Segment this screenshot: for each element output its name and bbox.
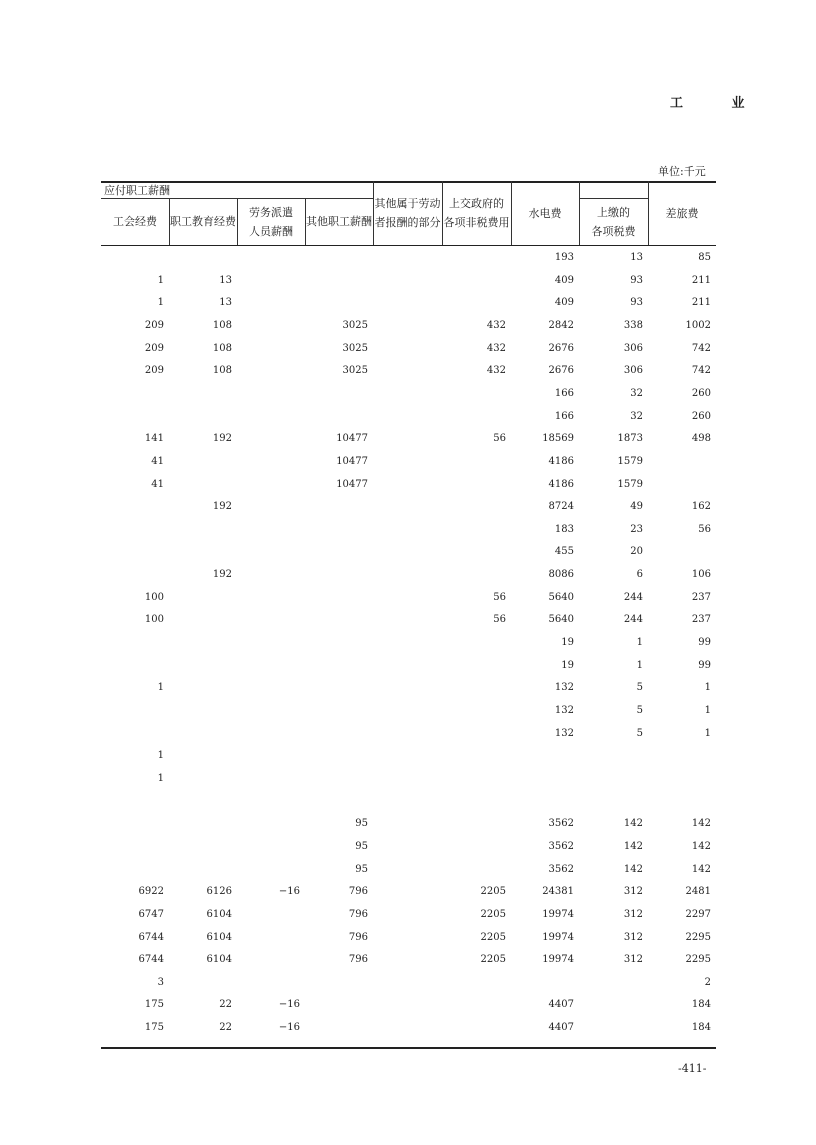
table-cell: 2295 bbox=[685, 954, 711, 966]
col-divider bbox=[442, 181, 443, 245]
table-cell: 2205 bbox=[480, 931, 506, 943]
table-cell: 41 bbox=[151, 455, 164, 467]
table-cell: 2297 bbox=[685, 908, 711, 920]
table-cell: 244 bbox=[623, 591, 643, 603]
table-cell: 19 bbox=[561, 659, 574, 671]
table-cell: 108 bbox=[212, 342, 232, 354]
table-cell: 409 bbox=[554, 297, 574, 309]
table-cell: −16 bbox=[278, 999, 300, 1011]
table-cell: 2295 bbox=[685, 931, 711, 943]
table-cell: 4407 bbox=[548, 1022, 574, 1034]
col-divider bbox=[305, 198, 306, 245]
table-cell: 175 bbox=[144, 1022, 164, 1034]
table-cell: 237 bbox=[691, 614, 711, 626]
table-cell: 100 bbox=[144, 591, 164, 603]
table-cell: 237 bbox=[691, 591, 711, 603]
table-cell: 192 bbox=[212, 569, 232, 581]
col-header bbox=[511, 181, 579, 245]
table-cell: 93 bbox=[630, 297, 643, 309]
table-cell: 209 bbox=[144, 319, 164, 331]
table-cell: 49 bbox=[630, 501, 643, 513]
table-cell: 193 bbox=[554, 252, 574, 263]
table-bottom-rule bbox=[101, 1047, 716, 1049]
table-cell: 1 bbox=[704, 727, 711, 739]
table-cell: 10477 bbox=[336, 455, 368, 467]
col-divider bbox=[511, 181, 512, 245]
table-cell: 1579 bbox=[617, 478, 643, 490]
table-cell: 19 bbox=[561, 637, 574, 649]
table-cell: 32 bbox=[630, 387, 643, 399]
table-cell: 312 bbox=[623, 931, 643, 943]
col-header-label: 劳务派遣 人员薪酬 bbox=[249, 205, 293, 238]
table-cell: 142 bbox=[691, 863, 711, 875]
table-cell: 56 bbox=[493, 591, 506, 603]
table-cell: 1 bbox=[704, 705, 711, 716]
table-cell: 8724 bbox=[548, 501, 574, 513]
table-cell: 175 bbox=[144, 999, 164, 1011]
table-cell: 142 bbox=[623, 840, 643, 852]
table-cell: 6104 bbox=[206, 908, 232, 920]
table-cell: 142 bbox=[623, 818, 643, 830]
table-cell: 95 bbox=[355, 818, 368, 830]
col-header-label: 职工教育经费 bbox=[170, 215, 236, 228]
table-cell: 3562 bbox=[548, 863, 574, 875]
table-cell: 1002 bbox=[685, 319, 711, 331]
table-cell: 2205 bbox=[480, 954, 506, 966]
table-cell: 2205 bbox=[480, 908, 506, 920]
table-cell: 742 bbox=[691, 365, 711, 377]
col-header bbox=[169, 198, 237, 245]
table-cell: 93 bbox=[630, 274, 643, 286]
table-cell: 132 bbox=[554, 682, 574, 694]
col-divider bbox=[373, 181, 374, 245]
table-cell: 8086 bbox=[548, 569, 574, 581]
table-cell: 1 bbox=[636, 659, 643, 671]
col-divider bbox=[648, 181, 649, 245]
table-cell: 211 bbox=[691, 297, 711, 309]
table-cell: 312 bbox=[623, 954, 643, 966]
table-cell: 184 bbox=[691, 999, 711, 1011]
table-cell: 312 bbox=[623, 886, 643, 898]
table-cell: 22 bbox=[219, 999, 232, 1011]
table-cell: 306 bbox=[623, 342, 643, 354]
table-cell: 2842 bbox=[548, 319, 574, 331]
table-cell: 132 bbox=[554, 705, 574, 716]
table-cell: 4407 bbox=[548, 999, 574, 1011]
col-header bbox=[579, 198, 648, 245]
col-divider bbox=[579, 181, 580, 245]
table-cell: 20 bbox=[630, 546, 643, 558]
table-cell: 95 bbox=[355, 840, 368, 852]
table-cell: 2676 bbox=[548, 365, 574, 377]
table-cell: 432 bbox=[486, 342, 506, 354]
table-cell: 100 bbox=[144, 614, 164, 626]
table-cell: 5640 bbox=[548, 614, 574, 626]
col-header-label: 其他职工薪酬 bbox=[306, 215, 372, 228]
table-cell: 6744 bbox=[138, 954, 164, 966]
table-cell: 166 bbox=[554, 410, 574, 422]
col-header bbox=[373, 181, 442, 245]
group-header-employee-pay: 应付职工薪酬 bbox=[104, 184, 170, 197]
table-cell: 6104 bbox=[206, 954, 232, 966]
table-cell: 6126 bbox=[206, 886, 232, 898]
table-cell: 142 bbox=[691, 840, 711, 852]
table-cell: 306 bbox=[623, 365, 643, 377]
table-cell: 498 bbox=[691, 433, 711, 445]
table-cell: 95 bbox=[355, 863, 368, 875]
table-cell: 6744 bbox=[138, 931, 164, 943]
col-header-label: 水电费 bbox=[528, 206, 562, 220]
table-cell: 4186 bbox=[548, 455, 574, 467]
table-cell: 166 bbox=[554, 387, 574, 399]
col-header bbox=[442, 181, 511, 245]
table-cell: 1 bbox=[157, 274, 164, 286]
table-cell: 10477 bbox=[336, 478, 368, 490]
col-header bbox=[648, 181, 716, 245]
table-cell: 6922 bbox=[138, 886, 164, 898]
table-cell: 19974 bbox=[542, 931, 574, 943]
table-cell: 99 bbox=[698, 659, 711, 671]
table-cell: 141 bbox=[144, 433, 164, 445]
table-cell: 5640 bbox=[548, 591, 574, 603]
col-header-label: 差旅费 bbox=[665, 206, 699, 220]
table-cell: 1 bbox=[157, 682, 164, 694]
table-cell: 56 bbox=[493, 433, 506, 445]
table-cell: 13 bbox=[630, 252, 643, 263]
page-number: -411- bbox=[678, 1062, 707, 1075]
table-cell: 260 bbox=[691, 387, 711, 399]
table-cell: 56 bbox=[698, 523, 711, 535]
col-header-label: 工会经费 bbox=[113, 215, 157, 228]
table-cell: 3562 bbox=[548, 840, 574, 852]
table-cell: 2481 bbox=[685, 886, 711, 898]
table-cell: 142 bbox=[623, 863, 643, 875]
table-cell: 13 bbox=[219, 274, 232, 286]
table-cell: 108 bbox=[212, 365, 232, 377]
col-header-label: 其他属于劳动 者报酬的部分 bbox=[374, 197, 441, 229]
table-cell: 1 bbox=[157, 772, 164, 784]
col-divider bbox=[169, 198, 170, 245]
table-cell: 184 bbox=[691, 1022, 711, 1034]
table-cell: 6104 bbox=[206, 931, 232, 943]
table-cell: 192 bbox=[212, 501, 232, 513]
table-cell: 108 bbox=[212, 319, 232, 331]
table-cell: 2676 bbox=[548, 342, 574, 354]
table-cell: 742 bbox=[691, 342, 711, 354]
table-cell: 796 bbox=[348, 954, 368, 966]
table-cell: 338 bbox=[623, 319, 643, 331]
table-cell: −16 bbox=[278, 886, 300, 898]
table-cell: 1873 bbox=[617, 433, 643, 445]
table-cell: 455 bbox=[554, 546, 574, 558]
unit-label: 单位:千元 bbox=[658, 165, 706, 178]
col-header bbox=[305, 198, 373, 245]
table-cell: 796 bbox=[348, 931, 368, 943]
table-cell: 244 bbox=[623, 614, 643, 626]
table-cell: 19974 bbox=[542, 954, 574, 966]
table-cell: 13 bbox=[219, 297, 232, 309]
table-cell: 409 bbox=[554, 274, 574, 286]
table-cell: 142 bbox=[691, 818, 711, 830]
table-cell: 6747 bbox=[138, 908, 164, 920]
header-bottom-rule bbox=[101, 245, 716, 246]
table-cell: 5 bbox=[636, 705, 643, 716]
table-cell: 432 bbox=[486, 319, 506, 331]
col-divider bbox=[237, 198, 238, 245]
table-cell: 10477 bbox=[336, 433, 368, 445]
table-cell: −16 bbox=[278, 1022, 300, 1034]
table-cell: 19974 bbox=[542, 908, 574, 920]
table-cell: 162 bbox=[691, 501, 711, 513]
table-cell: 3025 bbox=[342, 319, 368, 331]
table-cell: 1 bbox=[157, 750, 164, 762]
table-cell: 2205 bbox=[480, 886, 506, 898]
table-cell: 56 bbox=[493, 614, 506, 626]
table-cell: 132 bbox=[554, 727, 574, 739]
table-cell: 2 bbox=[704, 976, 711, 988]
table-cell: 18569 bbox=[542, 433, 574, 445]
table-cell: 192 bbox=[212, 433, 232, 445]
table-cell: 6 bbox=[636, 569, 643, 581]
table-cell: 211 bbox=[691, 274, 711, 286]
table-cell: 4186 bbox=[548, 478, 574, 490]
table-cell: 32 bbox=[630, 410, 643, 422]
table-cell: 24381 bbox=[542, 886, 574, 898]
col-header-label: 上交政府的 各项非税费用 bbox=[443, 197, 510, 229]
table-cell: 312 bbox=[623, 908, 643, 920]
table-cell: 3025 bbox=[342, 342, 368, 354]
table-cell: 1 bbox=[704, 682, 711, 694]
table-cell: 5 bbox=[636, 682, 643, 694]
table-cell: 796 bbox=[348, 908, 368, 920]
table-cell: 85 bbox=[698, 252, 711, 263]
table-cell: 432 bbox=[486, 365, 506, 377]
col-header-label: 上缴的 各项税费 bbox=[591, 205, 636, 238]
table-cell: 209 bbox=[144, 365, 164, 377]
col-header bbox=[237, 198, 305, 245]
table-cell: 3025 bbox=[342, 365, 368, 377]
table-cell: 1579 bbox=[617, 455, 643, 467]
table-cell: 41 bbox=[151, 478, 164, 490]
table-cell: 796 bbox=[348, 886, 368, 898]
table-cell: 23 bbox=[630, 523, 643, 535]
table-cell: 3 bbox=[157, 976, 164, 988]
table-cell: 106 bbox=[691, 569, 711, 581]
col-header bbox=[101, 198, 169, 245]
table-cell: 183 bbox=[554, 523, 574, 535]
table-cell: 5 bbox=[636, 727, 643, 739]
table-cell: 22 bbox=[219, 1022, 232, 1034]
table-cell: 1 bbox=[636, 637, 643, 649]
section-title: 工 业 bbox=[670, 96, 767, 111]
table-cell: 3562 bbox=[548, 818, 574, 830]
table-cell: 260 bbox=[691, 410, 711, 422]
table-cell: 209 bbox=[144, 342, 164, 354]
table-cell: 99 bbox=[698, 637, 711, 649]
table-cell: 1 bbox=[157, 297, 164, 309]
